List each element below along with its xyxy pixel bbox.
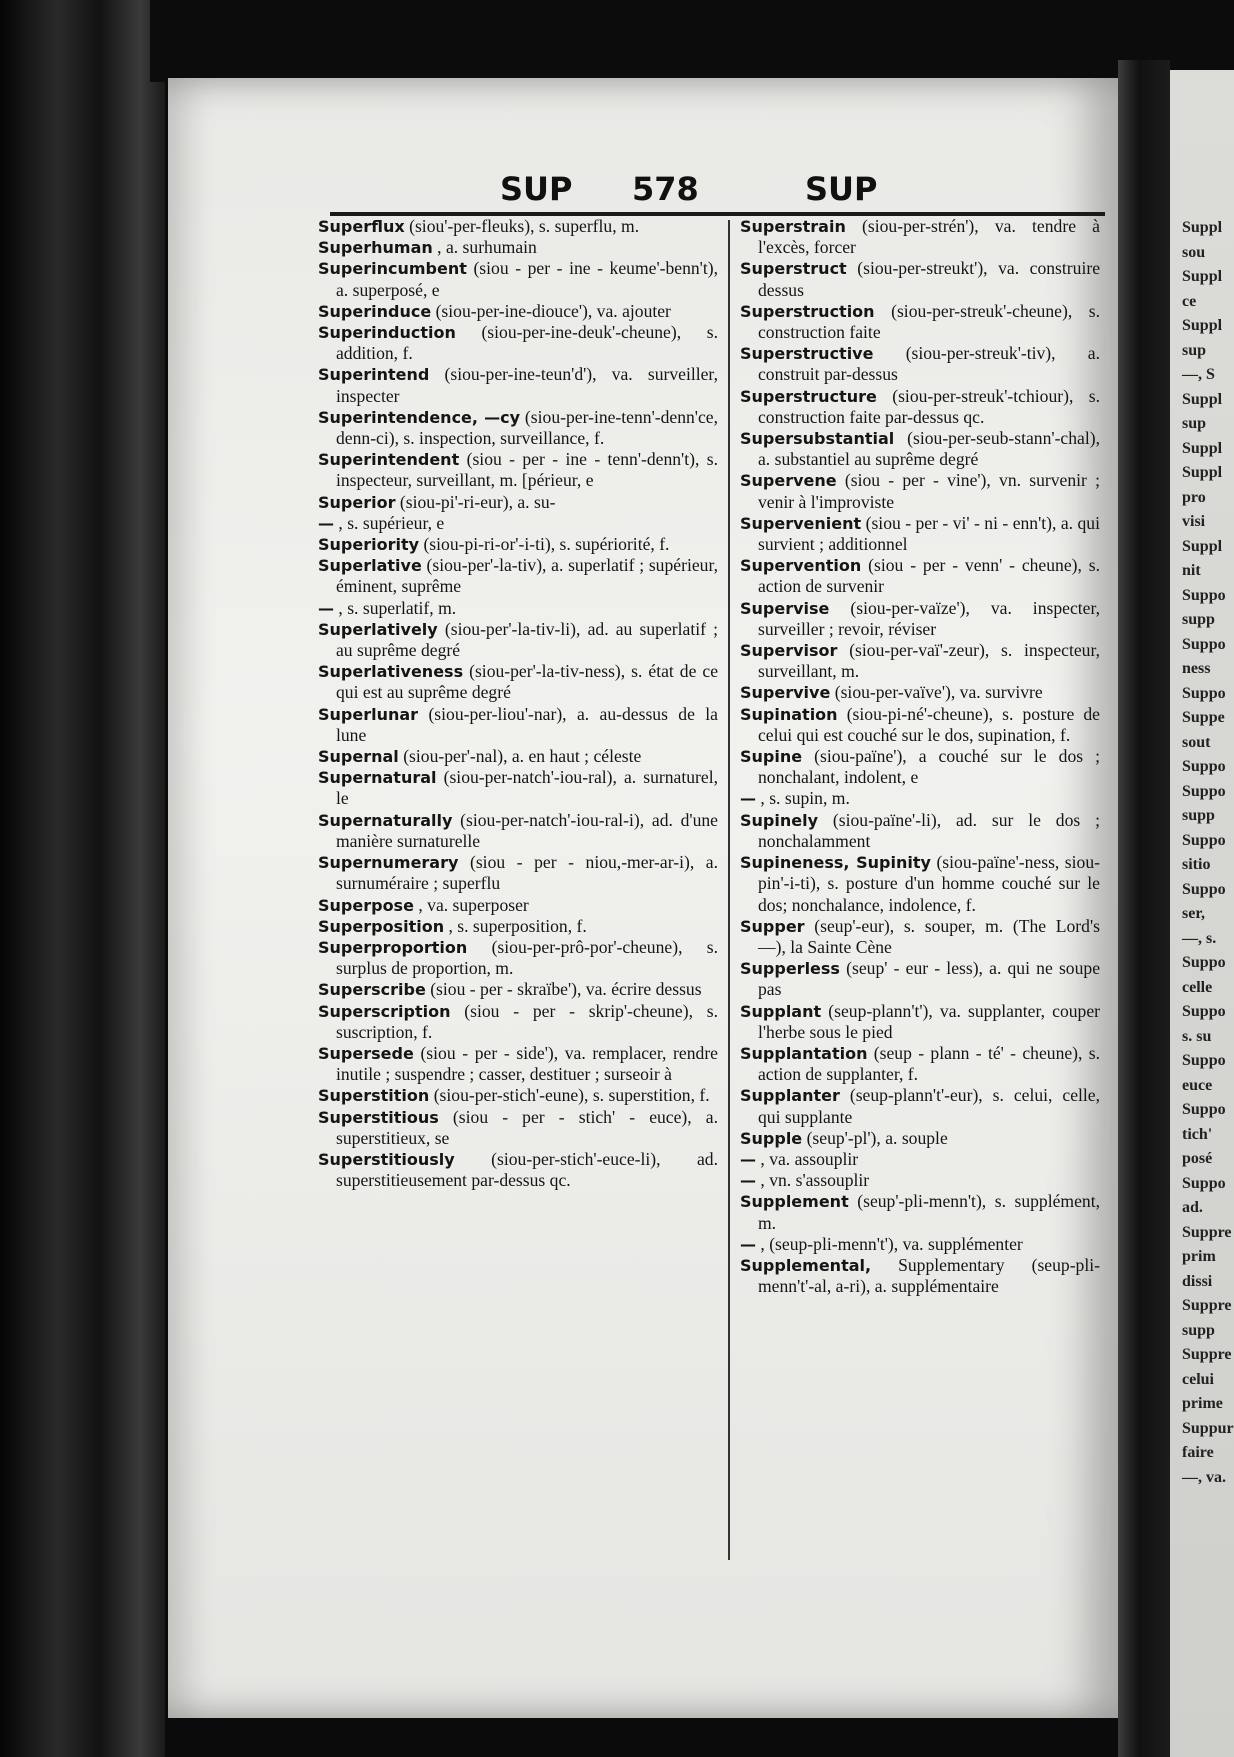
- dictionary-entry: [740, 852, 1100, 916]
- dictionary-entry: [740, 513, 1100, 555]
- dictionary-entry: [740, 1085, 1100, 1127]
- dictionary-entry: [318, 301, 718, 322]
- entry-headword: Supersede: [318, 1043, 414, 1063]
- entry-definition: (siou-per'-la-tiv-ness), s. état de ce qui est au suprême degré: [336, 661, 718, 703]
- entry-headword: Superscribe: [318, 980, 426, 1000]
- dictionary-entry: [740, 470, 1100, 512]
- entry-definition: (siou - per - ine - keume'-benn't), a. superposé, e: [336, 258, 718, 300]
- entry-definition: (siou-païne'-ness, siou-pin'-i-ti), s. posture d'un homme couché sur le dos; nonchalance, indolence, f.: [758, 852, 1100, 915]
- next-page-text: supp: [1182, 807, 1215, 824]
- entry-definition: , vn. s'assouplir: [760, 1170, 870, 1191]
- page-number: 578: [632, 170, 699, 208]
- next-page-text: Suppo: [1182, 758, 1226, 775]
- header-left-guideword: SUP: [500, 170, 573, 208]
- next-page-text: celle: [1182, 978, 1213, 996]
- next-page-text: ce: [1182, 292, 1197, 310]
- entry-definition: (siou-per-stich'-eune), s. superstition, f.: [433, 1085, 710, 1106]
- next-page-text: prime: [1182, 1395, 1223, 1412]
- entry-headword: Superstruct: [740, 259, 847, 279]
- entry-headword: Superstructive: [740, 344, 874, 364]
- entry-definition: , s. superposition, f.: [448, 915, 587, 936]
- entry-definition: (siou-per-streuk'-tiv), a. construit par-dessus: [758, 343, 1100, 385]
- entry-headword: Superlunar: [318, 704, 419, 724]
- entry-definition: (siou - per - niou,-mer-ar-i), a. surnuméraire ; superflu: [336, 852, 718, 894]
- entry-definition: (siou-per-vaïve'), va. survivre: [834, 682, 1043, 703]
- dictionary-entry: [318, 534, 718, 555]
- entry-definition: (seup'-pl'), a. souple: [806, 1127, 948, 1148]
- next-page-text: Suppo: [1182, 782, 1226, 800]
- entry-headword: Superstruction: [740, 301, 875, 321]
- entry-headword: Superposition: [318, 916, 445, 936]
- page-header: [500, 170, 960, 210]
- entry-headword: Supplanter: [740, 1086, 840, 1106]
- next-page-text: Suppo: [1182, 1003, 1226, 1020]
- next-page-text: Suppl: [1182, 268, 1223, 285]
- entry-definition: (siou-per-seub-stann'-chal), a. substantiel au suprême degré: [758, 428, 1100, 470]
- entry-definition: (siou - per - venn' - cheune), s. action de survenir: [758, 555, 1100, 597]
- entry-headword: Superintendence, —cy: [318, 407, 520, 427]
- next-page-text: celui: [1182, 1370, 1214, 1388]
- next-page-text: sitio: [1182, 856, 1211, 873]
- header-right-guideword: SUP: [805, 170, 878, 208]
- entry-headword: Supervene: [740, 471, 837, 491]
- entry-headword: Supplement: [740, 1192, 849, 1212]
- dictionary-entry: [740, 1255, 1100, 1297]
- dictionary-entry: [318, 407, 718, 449]
- entry-headword: Supernumerary: [318, 853, 459, 873]
- dictionary-entry: [318, 513, 718, 534]
- dictionary-entry: [740, 704, 1100, 746]
- dictionary-entry: [318, 1149, 718, 1191]
- book-gutter: [1118, 60, 1170, 1757]
- entry-definition: , s. supérieur, e: [338, 512, 445, 533]
- next-page-text: Suppl: [1182, 390, 1223, 408]
- next-page-text: Suppl: [1182, 219, 1223, 236]
- next-page-text: faire: [1182, 1444, 1214, 1461]
- column-divider: [728, 220, 730, 1560]
- dictionary-entry: [318, 1001, 718, 1043]
- next-page-text: prim: [1182, 1248, 1216, 1265]
- next-page-text: supp: [1182, 611, 1215, 628]
- dictionary-entry: [740, 640, 1100, 682]
- entry-headword: Superinduction: [318, 323, 456, 343]
- entry-headword: Supple: [740, 1128, 803, 1148]
- dictionary-entry: [318, 746, 718, 767]
- next-page-text: sou: [1182, 243, 1206, 261]
- dictionary-entry: [318, 1043, 718, 1085]
- entry-definition: (siou-per-streukt'), va. construire dessus: [758, 258, 1101, 300]
- dictionary-entry: [318, 364, 718, 406]
- entry-headword: Superincumbent: [318, 259, 467, 279]
- next-page-text: Suppo: [1182, 1052, 1226, 1069]
- next-page-text: dissi: [1182, 1272, 1213, 1290]
- entry-definition: (siou-per-liou'-nar), a. au-dessus de la lune: [336, 703, 718, 745]
- entry-definition: , va. assouplir: [760, 1148, 859, 1169]
- entry-headword: Supernaturally: [318, 810, 453, 830]
- entry-definition: (seup'-eur), s. souper, m. (The Lord's —), la Sainte Cène: [758, 915, 1100, 957]
- dictionary-entry: [740, 1001, 1100, 1043]
- next-page-text: supp: [1182, 1321, 1215, 1339]
- next-page-text: Suppo: [1182, 1101, 1226, 1118]
- dictionary-entry: [740, 555, 1100, 597]
- entry-headword: Superflux: [318, 217, 405, 236]
- entry-definition: (siou-païne'-li), ad. sur le dos ; nonchalamment: [758, 809, 1100, 851]
- next-page-text: ness: [1182, 660, 1211, 677]
- dictionary-entry: [318, 767, 718, 809]
- dictionary-entry: [318, 895, 718, 916]
- next-page-text: posé: [1182, 1150, 1213, 1167]
- entry-headword: Supine: [740, 747, 803, 767]
- dictionary-entry: [740, 598, 1100, 640]
- dictionary-entry: [740, 1043, 1100, 1085]
- dictionary-entry: [740, 746, 1100, 788]
- dictionary-entry: [740, 810, 1100, 852]
- entry-definition: (siou-per-vaïze'), va. inspecter, surveiller ; revoir, réviser: [758, 597, 1100, 639]
- next-page-text: Suppo: [1182, 635, 1226, 653]
- next-page-text: Suppre: [1182, 1346, 1232, 1363]
- left-column: [318, 216, 718, 1191]
- dictionary-entry: [318, 598, 718, 619]
- next-page-text: sup: [1182, 341, 1207, 359]
- dictionary-entry: [318, 937, 718, 979]
- entry-headword: Superlativeness: [318, 662, 464, 682]
- dictionary-entry: [318, 492, 718, 513]
- entry-definition: (siou-per-natch'-iou-ral), a. surnaturel, le: [336, 767, 718, 809]
- entry-headword: Supervenient: [740, 513, 862, 533]
- entry-headword: Supersubstantial: [740, 429, 895, 449]
- entry-headword: Superhuman: [318, 238, 433, 258]
- dictionary-entry: [740, 1149, 1100, 1170]
- entry-headword: Supernatural: [318, 768, 437, 788]
- entry-definition: , s. supin, m.: [760, 788, 850, 809]
- next-page-fragment: [1170, 70, 1234, 1757]
- next-page-text: ser,: [1182, 905, 1205, 922]
- scanner-left-edge: [0, 0, 165, 1757]
- entry-definition: (siou-per-ine-deuk'-cheune), s. addition, f.: [336, 322, 718, 364]
- entry-definition: , (seup-pli-menn't'), va. supplémenter: [760, 1233, 1023, 1254]
- dictionary-entry: [740, 428, 1100, 470]
- entry-definition: (siou-per-ine-teun'd'), va. surveiller, inspecter: [336, 364, 718, 406]
- entry-definition: (siou-per-streuk'-cheune), s. construction faite: [758, 300, 1100, 343]
- entry-headword: Supervive: [740, 683, 831, 703]
- entry-definition: (siou - per - side'), va. remplacer, rendre inutile ; suspendre ; casser, destituer ; surseoir à: [336, 1042, 718, 1085]
- entry-definition: (siou - per - vine'), vn. survenir ; venir à l'improviste: [758, 470, 1100, 512]
- scanner-top-edge: [150, 0, 1234, 82]
- dictionary-entry: [318, 237, 718, 258]
- dictionary-entry: [318, 1085, 718, 1106]
- next-page-text: sup: [1182, 415, 1207, 432]
- dictionary-entry: [318, 1107, 718, 1149]
- entry-headword: Supplant: [740, 1001, 822, 1021]
- entry-headword: Superpose: [318, 895, 414, 915]
- entry-headword: —: [318, 598, 334, 618]
- dictionary-entry: [318, 852, 718, 894]
- entry-definition: (siou-per-streuk'-tchiour), s. construction faite par-dessus qc.: [758, 385, 1100, 427]
- entry-headword: Superinduce: [318, 301, 432, 321]
- entry-headword: Supervisor: [740, 641, 838, 661]
- next-page-text: Suppe: [1182, 709, 1225, 726]
- entry-definition: (siou-per-natch'-iou-ral-i), ad. d'une manière surnaturelle: [336, 809, 718, 851]
- next-page-text: Suppl: [1182, 464, 1223, 481]
- next-page-text: sout: [1182, 733, 1211, 751]
- dictionary-entry: [318, 979, 718, 1000]
- entry-definition: (siou - per - vi' - ni - enn't), a. qui survient ; additionnel: [758, 512, 1100, 555]
- dictionary-entry: [740, 1170, 1100, 1191]
- entry-headword: Superstructure: [740, 386, 877, 406]
- entry-headword: Superstrain: [740, 217, 846, 236]
- entry-definition: (siou-per-stich'-euce-li), ad. superstitieusement par-dessus qc.: [336, 1148, 718, 1191]
- entry-definition: (siou-per-prô-por'-cheune), s. surplus de proportion, m.: [336, 936, 718, 979]
- entry-headword: Supplemental,: [740, 1255, 872, 1275]
- entry-definition: (siou-per-ine-tenn'-denn'ce, denn-ci), s. inspection, surveillance, f.: [336, 406, 718, 449]
- entry-definition: (siou - per - stich' - euce), a. superstitieux, se: [336, 1106, 718, 1148]
- dictionary-entry: [740, 258, 1100, 300]
- next-page-text: euce: [1182, 1076, 1213, 1094]
- entry-headword: Supper: [740, 916, 805, 936]
- entry-headword: Supperless: [740, 959, 840, 979]
- dictionary-entry: [318, 555, 718, 597]
- dictionary-entry: [318, 216, 718, 237]
- entry-headword: Supinely: [740, 810, 819, 830]
- dictionary-entry: [740, 386, 1100, 428]
- entry-definition: (seup'-pli-menn't), s. supplément, m.: [758, 1191, 1100, 1233]
- entry-headword: Supplantation: [740, 1043, 868, 1063]
- entry-headword: Supineness, Supinity: [740, 853, 931, 873]
- entry-definition: (seup - plann - té' - cheune), s. action de supplanter, f.: [758, 1042, 1100, 1085]
- entry-definition: (siou-pi-ri-or'-i-ti), s. supériorité, f.: [423, 534, 670, 555]
- next-page-text: Suppo: [1182, 831, 1226, 849]
- entry-definition: (siou-pi'-ri-eur), a. su-: [399, 491, 556, 512]
- entry-headword: Superlatively: [318, 619, 438, 639]
- dictionary-entry: [740, 1234, 1100, 1255]
- dictionary-entry: [740, 958, 1100, 1000]
- entry-headword: —: [318, 513, 334, 533]
- next-page-text: s. su: [1182, 1027, 1212, 1045]
- entry-definition: (siou-pi-né'-cheune), s. posture de celui qui est couché sur le dos, supination, f.: [758, 703, 1100, 745]
- dictionary-entry: [740, 301, 1100, 343]
- entry-headword: Supervise: [740, 598, 830, 618]
- next-page-text: Suppo: [1182, 1174, 1226, 1192]
- next-page-text: —, S: [1182, 366, 1215, 383]
- next-page-text: nit: [1182, 562, 1201, 579]
- next-page-text: Suppo: [1182, 684, 1226, 702]
- entry-definition: (siou-païne'), a couché sur le dos ; nonchalant, indolent, e: [758, 746, 1100, 788]
- entry-headword: Superstitiously: [318, 1149, 455, 1169]
- entry-headword: —: [740, 789, 756, 809]
- entry-headword: Supernal: [318, 747, 399, 767]
- dictionary-entry: [740, 788, 1100, 809]
- next-page-text: —, va.: [1182, 1468, 1226, 1486]
- right-column: [740, 216, 1100, 1297]
- dictionary-entry: [740, 216, 1100, 258]
- entry-definition: (seup-plann't'), va. supplanter, couper l'herbe sous le pied: [758, 1000, 1100, 1042]
- entry-headword: Superiority: [318, 535, 420, 555]
- next-page-text: Suppo: [1182, 954, 1226, 971]
- entry-definition: Supplementary (seup-pli-menn't'-al, a-ri), a. supplémentaire: [758, 1254, 1100, 1297]
- entry-headword: —: [740, 1171, 756, 1191]
- entry-definition: (siou - per - skraïbe'), va. écrire dessus: [430, 979, 702, 1000]
- dictionary-entry: [740, 682, 1100, 703]
- entry-definition: (siou - per - skrip'-cheune), s. suscription, f.: [336, 1000, 718, 1042]
- entry-definition: (siou-per'-nal), a. en haut ; céleste: [403, 746, 642, 767]
- entry-headword: Superstition: [318, 1086, 430, 1106]
- dictionary-entry: [318, 322, 718, 364]
- next-page-text: tich': [1182, 1125, 1213, 1143]
- dictionary-entry: [318, 661, 718, 703]
- next-page-text: Suppl: [1182, 317, 1223, 334]
- entry-headword: Supination: [740, 704, 838, 724]
- entry-headword: Superintendent: [318, 450, 460, 470]
- entry-definition: (seup-plann't'-eur), s. celui, celle, qui supplante: [758, 1085, 1100, 1127]
- next-page-text: visi: [1182, 513, 1206, 530]
- dictionary-entry: [318, 258, 718, 300]
- dictionary-entry: [740, 343, 1100, 385]
- next-page-text: Suppur: [1182, 1419, 1234, 1437]
- entry-definition: (siou-per-strén'), va. tendre à l'excès, forcer: [758, 216, 1100, 258]
- entry-definition: (siou - per - ine - tenn'-denn't), s. inspecteur, surveillant, m. [périeur, e: [336, 449, 718, 491]
- dictionary-entry: [318, 916, 718, 937]
- next-page-text: Suppo: [1182, 880, 1226, 898]
- entry-definition: , va. superposer: [418, 894, 529, 915]
- entry-headword: —: [740, 1149, 756, 1169]
- next-page-text: —, s.: [1182, 929, 1217, 947]
- entry-definition: (siou-per-ine-diouce'), va. ajouter: [435, 300, 671, 321]
- next-page-text: Suppre: [1182, 1223, 1232, 1241]
- entry-definition: (siou-per'-la-tiv-li), ad. au superlatif ; au suprême degré: [336, 618, 718, 661]
- entry-headword: Superproportion: [318, 937, 468, 957]
- dictionary-entry: [318, 810, 718, 852]
- dictionary-entry: [740, 1128, 1100, 1149]
- entry-headword: Supervention: [740, 556, 862, 576]
- entry-headword: Superior: [318, 492, 396, 512]
- entry-headword: Superstitious: [318, 1107, 439, 1127]
- next-page-text: Suppo: [1182, 586, 1226, 604]
- dictionary-entry: [740, 916, 1100, 958]
- next-page-text: pro: [1182, 488, 1206, 506]
- entry-definition: , s. superlatif, m.: [338, 597, 457, 618]
- next-page-text: Suppre: [1182, 1297, 1232, 1314]
- entry-headword: Superscription: [318, 1001, 451, 1021]
- dictionary-entry: [740, 1191, 1100, 1233]
- dictionary-entry: [318, 619, 718, 661]
- next-page-text: Suppl: [1182, 537, 1223, 555]
- next-page-text: ad.: [1182, 1199, 1203, 1216]
- next-page-text: Suppl: [1182, 439, 1223, 457]
- entry-headword: Superlative: [318, 556, 422, 576]
- dictionary-entry: [318, 704, 718, 746]
- entry-headword: —: [740, 1234, 756, 1254]
- entry-definition: (siou-per'-la-tiv), a. superlatif ; supérieur, éminent, suprême: [336, 555, 718, 597]
- entry-definition: , a. surhumain: [437, 237, 537, 258]
- entry-definition: (siou'-per-fleuks), s. superflu, m.: [409, 216, 640, 236]
- entry-definition: (seup' - eur - less), a. qui ne soupe pas: [758, 958, 1101, 1000]
- entry-definition: (siou-per-vaï'-zeur), s. inspecteur, surveillant, m.: [758, 640, 1100, 682]
- entry-headword: Superintend: [318, 365, 430, 385]
- dictionary-entry: [318, 449, 718, 491]
